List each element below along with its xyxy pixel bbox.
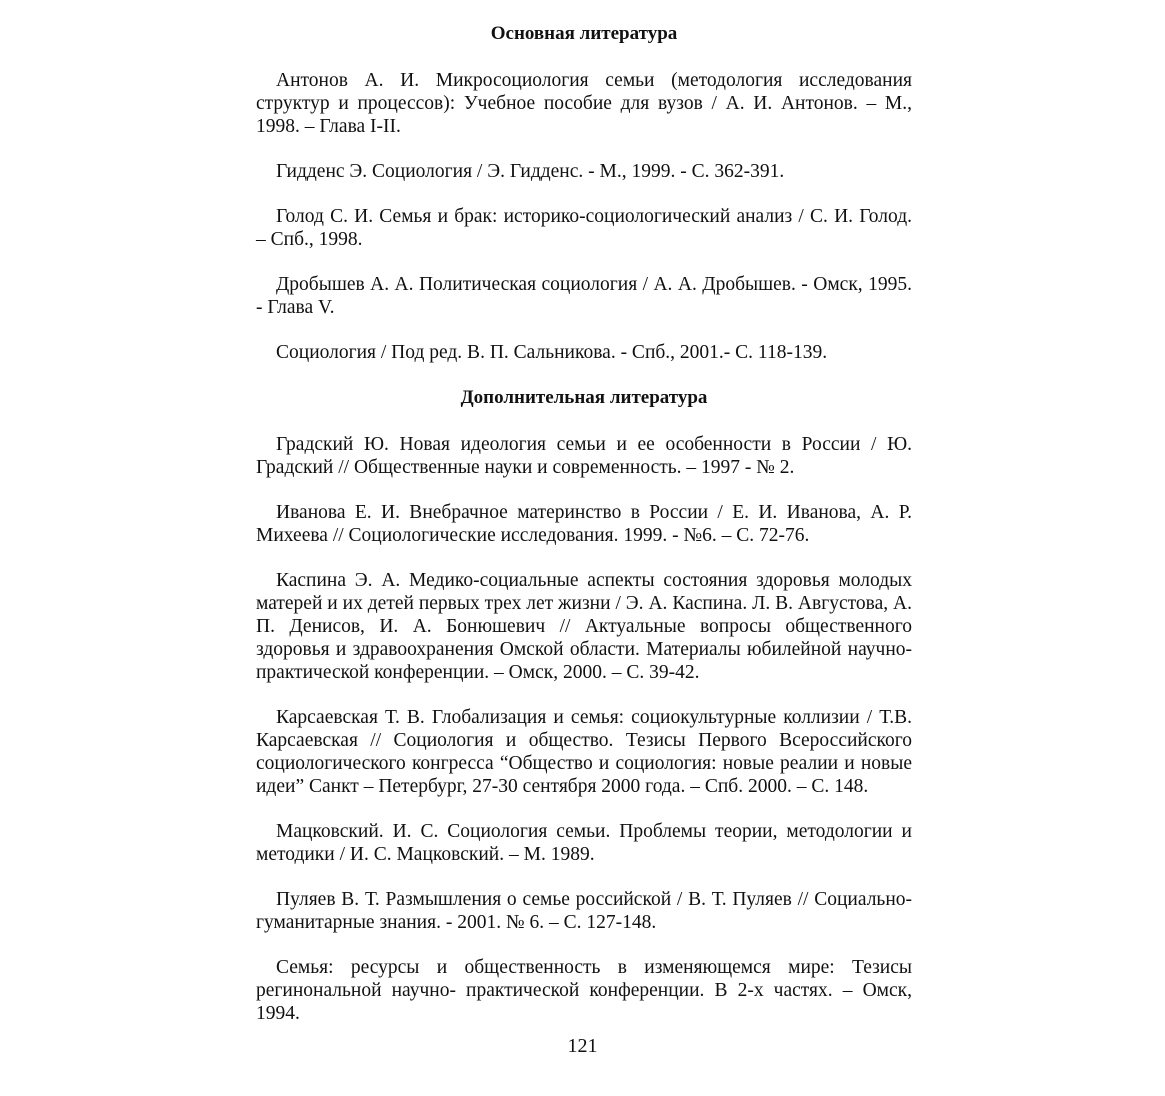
main-entry: Социология / Под ред. В. П. Сальникова. - Спб., 2001.- С. 118-139. (276, 342, 828, 363)
main-entry: Дробышев А. А. Политическая социология / А. А. Дробышев. - Омск, 1995. - Глава V. (256, 274, 912, 318)
extra-entry: Мацковский. И. С. Социология семьи. Проблемы теории, методологии и методики / И. С. Мацковский. – М. 1989. (256, 821, 912, 865)
extra-literature-heading: Дополнительная литература (460, 387, 708, 408)
main-entry: Гидденс Э. Социология / Э. Гидденс. - М., 1999. - С. 362-391. (276, 161, 785, 182)
extra-entry: Карсаевская Т. В. Глобализация и семья: социокультурные коллизии / Т.В. Карсаевская // Социология и общество. Тезисы Первого Всероссийского социологического конгресса “Общество и социология: новые реалии и новые идеи” Санкт – Петербург, 27-30 сентября 2000 года. – Спб. 2000. – С. 148. (256, 707, 912, 797)
page-number: 121 (567, 1035, 598, 1057)
extra-entry: Каспина Э. А. Медико-социальные аспекты состояния здоровья молодых матерей и их детей первых трех лет жизни / Э. А. Каспина. Л. В. Августова, А. П. Денисов, И. А. Бонюшевич // Актуальные вопросы общественного здоровья и здравоохранения Омской области. Материалы юбилейной научно-практической конференции. – Омск, 2000. – С. 39-42. (256, 570, 912, 683)
main-literature-list (256, 69, 912, 364)
main-entry: Голод С. И. Семья и брак: историко-социологический анализ / С. И. Голод. – Спб., 1998. (256, 206, 912, 250)
document-page (256, 22, 912, 1025)
extra-entry: Семья: ресурсы и общественность в изменяющемся мире: Тезисы регинональной научно- практической конференции. В 2-х частях. – Омск, 1994. (256, 957, 912, 1024)
extra-literature-list (256, 433, 912, 1025)
extra-entry: Иванова Е. И. Внебрачное материнство в России / Е. И. Иванова, А. Р. Михеева // Социологические исследования. 1999. - №6. – С. 72-76. (256, 502, 912, 546)
main-literature-heading: Основная литература (490, 23, 678, 44)
extra-entry: Градский Ю. Новая идеология семьи и ее особенности в России / Ю. Градский // Общественные науки и современность. – 1997 - № 2. (256, 434, 912, 478)
extra-entry: Пуляев В. Т. Размышления о семье российской / В. Т. Пуляев // Социально-гуманитарные знания. - 2001. № 6. – С. 127-148. (256, 889, 912, 933)
main-entry: Антонов А. И. Микросоциология семьи (методология исследования структур и процессов): Учебное пособие для вузов / А. И. Антонов. – М., 1998. – Глава I-II. (256, 70, 912, 137)
